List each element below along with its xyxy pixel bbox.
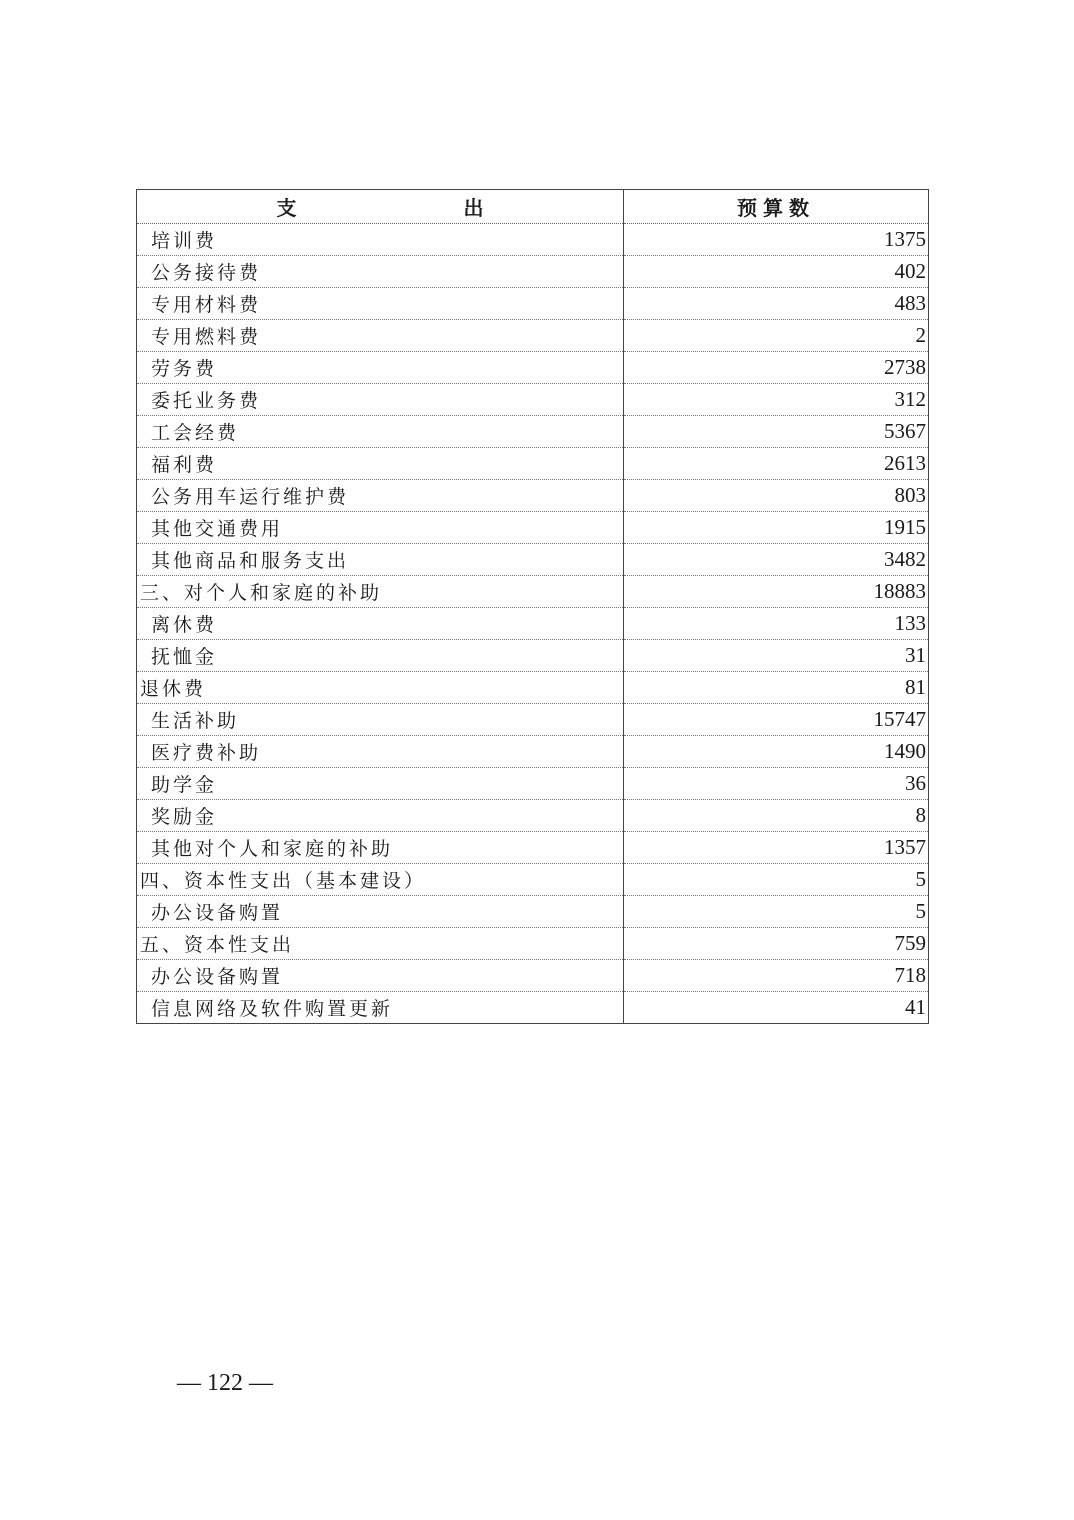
row-budget-amount: 402 <box>624 256 929 288</box>
table-row <box>137 896 929 928</box>
row-item-label: 医疗费补助 <box>137 736 624 768</box>
row-budget-amount: 3482 <box>624 544 929 576</box>
row-budget-amount: 133 <box>624 608 929 640</box>
row-budget-amount: 1375 <box>624 224 929 256</box>
table-row <box>137 672 929 704</box>
budget-table <box>136 189 929 1024</box>
table-row <box>137 640 929 672</box>
row-item-label: 三、对个人和家庭的补助 <box>137 576 624 608</box>
table-row <box>137 992 929 1024</box>
row-item-label: 专用燃料费 <box>137 320 624 352</box>
row-budget-amount: 31 <box>624 640 929 672</box>
row-budget-amount: 8 <box>624 800 929 832</box>
row-budget-amount: 15747 <box>624 704 929 736</box>
row-budget-amount: 803 <box>624 480 929 512</box>
row-budget-amount: 2613 <box>624 448 929 480</box>
row-item-label: 公务接待费 <box>137 256 624 288</box>
table-row <box>137 480 929 512</box>
row-item-label: 助学金 <box>137 768 624 800</box>
row-budget-amount: 1357 <box>624 832 929 864</box>
row-item-label: 办公设备购置 <box>137 960 624 992</box>
row-item-label: 办公设备购置 <box>137 896 624 928</box>
row-budget-amount: 1490 <box>624 736 929 768</box>
row-item-label: 四、资本性支出（基本建设） <box>137 864 624 896</box>
header-expenditure: 支 出 <box>137 190 624 224</box>
table-row <box>137 288 929 320</box>
row-item-label: 工会经费 <box>137 416 624 448</box>
row-item-label: 其他交通费用 <box>137 512 624 544</box>
table-row <box>137 384 929 416</box>
table-row <box>137 224 929 256</box>
row-item-label: 退休费 <box>137 672 624 704</box>
row-item-label: 奖励金 <box>137 800 624 832</box>
row-item-label: 抚恤金 <box>137 640 624 672</box>
table-row <box>137 800 929 832</box>
table-row <box>137 544 929 576</box>
row-budget-amount: 36 <box>624 768 929 800</box>
row-item-label: 公务用车运行维护费 <box>137 480 624 512</box>
row-item-label: 其他对个人和家庭的补助 <box>137 832 624 864</box>
row-item-label: 委托业务费 <box>137 384 624 416</box>
table-row <box>137 512 929 544</box>
row-budget-amount: 5367 <box>624 416 929 448</box>
row-budget-amount: 483 <box>624 288 929 320</box>
table-row <box>137 704 929 736</box>
row-budget-amount: 18883 <box>624 576 929 608</box>
table-row <box>137 416 929 448</box>
row-item-label: 专用材料费 <box>137 288 624 320</box>
row-budget-amount: 759 <box>624 928 929 960</box>
row-item-label: 离休费 <box>137 608 624 640</box>
row-item-label: 五、资本性支出 <box>137 928 624 960</box>
row-item-label: 培训费 <box>137 224 624 256</box>
row-budget-amount: 41 <box>624 992 929 1024</box>
row-item-label: 生活补助 <box>137 704 624 736</box>
table-row <box>137 576 929 608</box>
table-row <box>137 448 929 480</box>
table-row <box>137 768 929 800</box>
row-budget-amount: 2738 <box>624 352 929 384</box>
row-item-label: 其他商品和服务支出 <box>137 544 624 576</box>
table-row <box>137 608 929 640</box>
row-budget-amount: 1915 <box>624 512 929 544</box>
table-row <box>137 352 929 384</box>
row-budget-amount: 81 <box>624 672 929 704</box>
table-row <box>137 320 929 352</box>
row-item-label: 福利费 <box>137 448 624 480</box>
page-number: — 122 — <box>177 1370 273 1396</box>
header-budget-amount: 预算数 <box>624 190 929 224</box>
table-row <box>137 256 929 288</box>
row-item-label: 信息网络及软件购置更新 <box>137 992 624 1024</box>
table-row <box>137 832 929 864</box>
row-budget-amount: 312 <box>624 384 929 416</box>
row-item-label: 劳务费 <box>137 352 624 384</box>
table-row <box>137 864 929 896</box>
row-budget-amount: 5 <box>624 864 929 896</box>
table-row <box>137 928 929 960</box>
row-budget-amount: 5 <box>624 896 929 928</box>
table-row <box>137 736 929 768</box>
row-budget-amount: 718 <box>624 960 929 992</box>
table-header-row <box>137 190 929 224</box>
row-budget-amount: 2 <box>624 320 929 352</box>
table-row <box>137 960 929 992</box>
table-body <box>137 224 929 1024</box>
